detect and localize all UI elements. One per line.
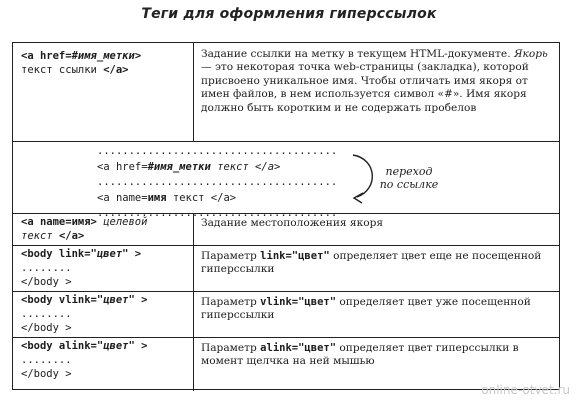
row-4-description: Параметр vlink="цвет" определяет цвет уже посещенной гиперссылки bbox=[201, 296, 531, 322]
row-5-description: Параметр alink="цвет" определяет цвет гиперссылки в момент щелчка на ней мышью bbox=[201, 342, 519, 368]
tags-table bbox=[12, 42, 560, 390]
row-divider bbox=[13, 141, 559, 142]
row-divider bbox=[13, 245, 559, 246]
example-dots: ...................................... bbox=[97, 207, 338, 219]
row-divider bbox=[13, 337, 559, 338]
column-divider bbox=[193, 43, 194, 141]
row-2-description: Задание местоположения якоря bbox=[201, 217, 384, 229]
row-1-description: Задание ссылки на метку в текущем HTML-документе. Якорь — это некоторая точка web-страницы (закладка), которой присвоено уникальное имя. Чтобы отличать имя якоря от имен файлов, в нем используется символ «#». Имя якоря должно быть коротким и не содержать пробелов bbox=[201, 48, 548, 114]
example-anchor-line: <a name=имя текст </a> bbox=[97, 191, 237, 204]
example-dots: ...................................... bbox=[97, 176, 338, 188]
row-divider bbox=[13, 291, 559, 292]
example-dots: ...................................... bbox=[97, 145, 338, 157]
example-link-line: <a href=#имя_метки текст </a> bbox=[97, 160, 281, 173]
example-arrow-label: переход по ссылке bbox=[379, 165, 439, 191]
row-1-code: <a href=#имя_метки> текст ссылки </a> bbox=[21, 50, 142, 76]
watermark: online-otvet.ru bbox=[481, 383, 570, 397]
row-2-code: <a name=имя> целевой текст </a> bbox=[21, 216, 148, 242]
row-4-code: <body vlink="цвет" > ........ </body > bbox=[21, 294, 148, 334]
page-title: Теги для оформления гиперссылок bbox=[141, 6, 437, 22]
row-3-code: <body link="цвет" > ........ </body > bbox=[21, 248, 142, 288]
row-5-code: <body alink="цвет" > ........ </body > bbox=[21, 340, 148, 380]
row-3-description: Параметр link="цвет" определяет цвет еще не посещенной гиперссылки bbox=[201, 250, 542, 276]
column-divider bbox=[193, 213, 194, 391]
